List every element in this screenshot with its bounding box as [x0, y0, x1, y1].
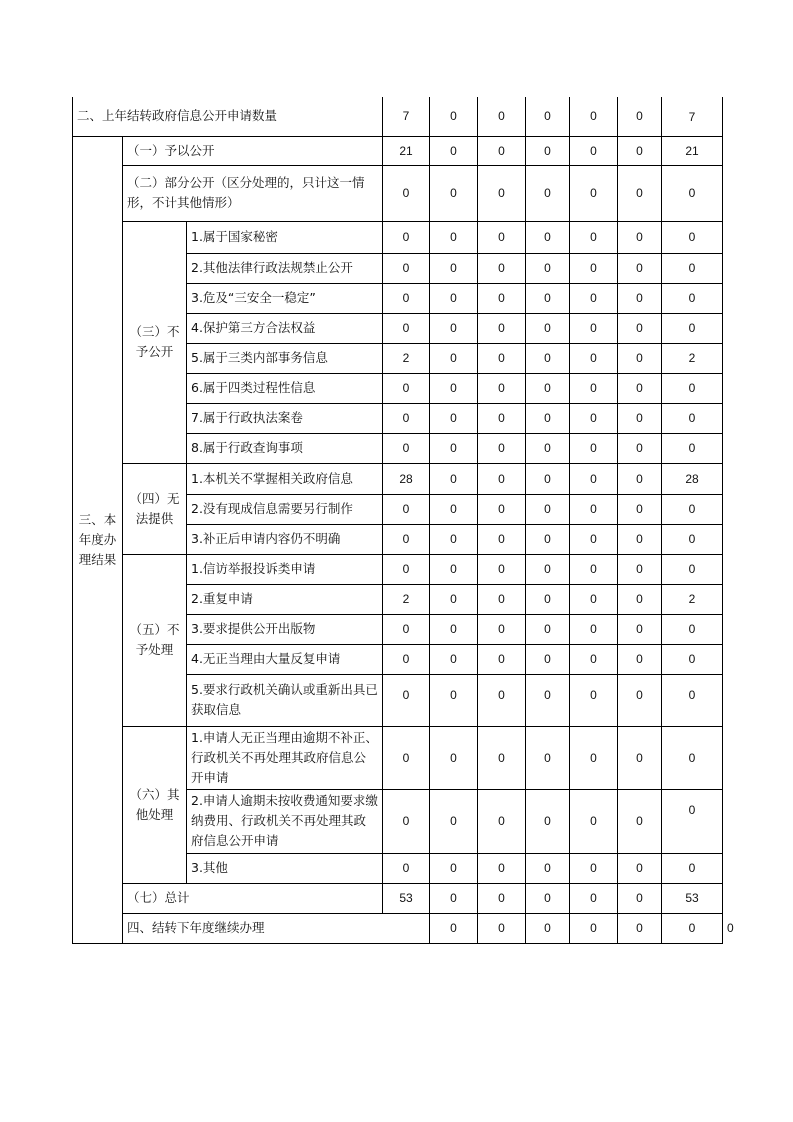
cell-value: 0	[526, 524, 570, 554]
cell-value: 0	[526, 584, 570, 614]
cell-value: 0	[478, 494, 526, 524]
cell-value: 0	[618, 913, 662, 943]
cell-value: 0	[430, 283, 478, 313]
cell-value: 0	[662, 853, 723, 883]
cell-value: 0	[383, 726, 430, 789]
cell-value: 0	[430, 726, 478, 789]
row-label: （二）部分公开（区分处理的，只计这一情形，不计其他情形）	[123, 165, 383, 221]
cell-value: 0	[570, 644, 618, 674]
cell-value: 0	[618, 584, 662, 614]
cell-value: 0	[570, 373, 618, 403]
cell-value: 0	[478, 853, 526, 883]
cell-value: 2	[662, 343, 723, 373]
cell-value: 0	[383, 674, 430, 726]
cell-value: 0	[526, 165, 570, 221]
section-label-results: 三、本年度办理结果	[73, 136, 123, 943]
cell-value: 0	[478, 726, 526, 789]
cell-value: 0	[526, 494, 570, 524]
cell-value: 0	[430, 433, 478, 463]
cell-value: 0	[383, 165, 430, 221]
cell-value: 0	[478, 313, 526, 343]
cell-value: 0	[526, 853, 570, 883]
cell-value: 0	[570, 283, 618, 313]
cell-value: 0	[618, 403, 662, 433]
cell-value: 0	[526, 883, 570, 913]
row-label: 3.补正后申请内容仍不明确	[187, 524, 383, 554]
table-row	[73, 165, 723, 221]
cell-value: 0	[430, 883, 478, 913]
cell-value: 0	[570, 136, 618, 165]
cell-value: 0	[383, 853, 430, 883]
group-label-not-handle: （五）不予处理	[123, 554, 187, 726]
cell-value: 0	[430, 524, 478, 554]
cell-value: 0	[662, 165, 723, 221]
cell-value: 0	[662, 313, 723, 343]
cell-value: 0	[430, 913, 478, 943]
cell-value: 0	[618, 165, 662, 221]
cell-value: 0	[570, 524, 618, 554]
cell-value: 0	[662, 913, 723, 943]
cell-value: 0	[478, 253, 526, 283]
cell-value: 0	[618, 494, 662, 524]
table-row	[73, 463, 723, 494]
cell-value: 0	[618, 726, 662, 789]
cell-value: 0	[478, 373, 526, 403]
row-label: 3.要求提供公开出版物	[187, 614, 383, 644]
cell-value: 0	[662, 494, 723, 524]
row-label: 8.属于行政查询事项	[187, 433, 383, 463]
cell-value: 0	[383, 283, 430, 313]
cell-value: 0	[618, 253, 662, 283]
row-label: 二、上年结转政府信息公开申请数量	[73, 97, 383, 136]
cell-value: 0	[570, 883, 618, 913]
cell-value: 0	[662, 614, 723, 644]
cell-value: 0	[383, 313, 430, 343]
cell-value: 0	[618, 614, 662, 644]
cell-value: 0	[618, 524, 662, 554]
cell-value: 0	[383, 644, 430, 674]
group-label-other: （六）其他处理	[123, 726, 187, 883]
cell-value: 0	[662, 674, 723, 726]
cell-value: 0	[570, 674, 618, 726]
cell-value: 0	[526, 343, 570, 373]
cell-value: 0	[430, 789, 478, 853]
cell-value: 0	[383, 433, 430, 463]
cell-value: 2	[383, 343, 430, 373]
cell-value: 0	[478, 883, 526, 913]
cell-value: 0	[526, 373, 570, 403]
cell-value: 0	[430, 674, 478, 726]
table-row	[73, 554, 723, 584]
cell-value: 0	[430, 373, 478, 403]
cell-value: 0	[662, 726, 723, 789]
cell-value: 0	[478, 136, 526, 165]
cell-value: 0	[430, 165, 478, 221]
row-label: 7.属于行政执法案卷	[187, 403, 383, 433]
cell-value: 0	[662, 403, 723, 433]
cell-value: 0	[430, 343, 478, 373]
cell-value: 0	[430, 554, 478, 584]
cell-value: 2	[383, 584, 430, 614]
row-label: 1.申请人无正当理由逾期不补正、行政机关不再处理其政府信息公开申请	[187, 726, 383, 789]
cell-value: 0	[478, 433, 526, 463]
cell-value: 0	[570, 433, 618, 463]
cell-value: 0	[526, 97, 570, 136]
row-label: 2.没有现成信息需要另行制作	[187, 494, 383, 524]
cell-value: 53	[662, 883, 723, 913]
cell-value: 0	[662, 554, 723, 584]
cell-value: 7	[383, 97, 430, 136]
cell-value: 0	[526, 283, 570, 313]
cell-value: 0	[478, 221, 526, 253]
cell-value: 0	[526, 913, 570, 943]
cell-value: 0	[662, 283, 723, 313]
cell-value: 0	[618, 644, 662, 674]
cell-value: 0	[618, 221, 662, 253]
row-label: 四、结转下年度继续办理	[123, 913, 430, 943]
cell-value: 0	[383, 614, 430, 644]
row-label: （七）总计	[123, 883, 383, 913]
cell-value: 0	[526, 313, 570, 343]
group-label-not-open: （三）不予公开	[123, 221, 187, 463]
cell-value: 0	[662, 524, 723, 554]
cell-value: 0	[618, 674, 662, 726]
cell-value: 0	[430, 403, 478, 433]
cell-value: 0	[526, 253, 570, 283]
cell-value: 0	[662, 644, 723, 674]
cell-value: 0	[430, 313, 478, 343]
cell-value: 2	[662, 584, 723, 614]
row-label: 1.属于国家秘密	[187, 221, 383, 253]
cell-value: 0	[618, 853, 662, 883]
cell-value: 0	[383, 373, 430, 403]
cell-value: 0	[430, 97, 478, 136]
cell-value: 0	[570, 584, 618, 614]
cell-value: 0	[570, 165, 618, 221]
cell-value: 21	[383, 136, 430, 165]
cell-value: 0	[570, 97, 618, 136]
table-row	[73, 221, 723, 253]
cell-value: 0	[526, 433, 570, 463]
cell-value: 0	[526, 644, 570, 674]
cell-value: 0	[478, 913, 526, 943]
row-label: 3.危及“三安全一稳定”	[187, 283, 383, 313]
cell-value: 0	[430, 584, 478, 614]
row-label: 2.申请人逾期未按收费通知要求缴纳费用、行政机关不再处理其政府信息公开申请	[187, 789, 383, 853]
cell-value: 0	[383, 403, 430, 433]
cell-value: 0	[618, 97, 662, 136]
cell-value: 0	[478, 644, 526, 674]
cell-value: 0	[430, 644, 478, 674]
table-row	[73, 136, 723, 165]
cell-value: 0	[383, 524, 430, 554]
cell-value: 0	[570, 403, 618, 433]
cell-value: 0	[478, 789, 526, 853]
cell-value: 0	[618, 343, 662, 373]
cell-value: 21	[662, 136, 723, 165]
cell-value: 0	[526, 554, 570, 584]
cell-value: 0	[430, 221, 478, 253]
cell-value: 0	[478, 674, 526, 726]
row-label: 6.属于四类过程性信息	[187, 373, 383, 403]
cell-value: 0	[526, 136, 570, 165]
cell-value: 28	[662, 463, 723, 494]
cell-value: 0	[430, 853, 478, 883]
cell-value: 0	[570, 554, 618, 584]
cell-value: 0	[526, 789, 570, 853]
cell-value: 0	[618, 313, 662, 343]
row-label: 2.重复申请	[187, 584, 383, 614]
cell-value: 0	[662, 253, 723, 283]
cell-value: 0	[526, 463, 570, 494]
cell-value: 0	[430, 614, 478, 644]
cell-value: 0	[430, 253, 478, 283]
cell-value: 0	[570, 789, 618, 853]
cell-value: 0	[570, 343, 618, 373]
cell-value: 0	[478, 614, 526, 644]
table-row	[73, 883, 723, 913]
row-label: （一）予以公开	[123, 136, 383, 165]
cell-value: 0	[383, 789, 430, 853]
row-label: 5.属于三类内部事务信息	[187, 343, 383, 373]
cell-value: 0	[430, 494, 478, 524]
cell-value: 28	[383, 463, 430, 494]
cell-value: 0	[570, 494, 618, 524]
cell-value: 0	[570, 726, 618, 789]
row-label: 5.要求行政机关确认或重新出具已获取信息	[187, 674, 383, 726]
table-row	[73, 726, 723, 789]
cell-value: 0	[662, 221, 723, 253]
cell-value: 0	[570, 463, 618, 494]
cell-value: 0	[383, 221, 430, 253]
table-row: 四、结转下年度继续办理 0 0 0 0 0 0 0	[73, 913, 723, 943]
cell-value: 0	[478, 283, 526, 313]
cell-value: 0	[526, 403, 570, 433]
cell-value: 0	[570, 253, 618, 283]
cell-value: 53	[383, 883, 430, 913]
cell-value: 0	[526, 674, 570, 726]
cell-value: 0	[618, 283, 662, 313]
cell-value: 0	[383, 494, 430, 524]
cell-value: 0	[478, 97, 526, 136]
cell-value: 7	[662, 97, 723, 136]
cell-value: 0	[618, 373, 662, 403]
row-label: 4.无正当理由大量反复申请	[187, 644, 383, 674]
cell-value: 0	[526, 614, 570, 644]
cell-value: 0	[570, 853, 618, 883]
cell-value: 0	[430, 136, 478, 165]
cell-value: 0	[526, 726, 570, 789]
cell-value: 0	[618, 789, 662, 853]
cell-value: 0	[570, 913, 618, 943]
cell-value: 0	[478, 403, 526, 433]
cell-value: 0	[526, 221, 570, 253]
cell-value: 0	[430, 463, 478, 494]
cell-value: 0	[570, 614, 618, 644]
cell-value: 0	[478, 524, 526, 554]
cell-value: 0	[662, 789, 723, 853]
statistics-table	[72, 97, 734, 944]
cell-value: 0	[383, 554, 430, 584]
cell-value: 0	[478, 343, 526, 373]
row-label: 4.保护第三方合法权益	[187, 313, 383, 343]
row-label: 2.其他法律行政法规禁止公开	[187, 253, 383, 283]
cell-value: 0	[618, 433, 662, 463]
row-label: 3.其他	[187, 853, 383, 883]
cell-value: 0	[478, 584, 526, 614]
cell-value: 0	[618, 883, 662, 913]
row-label: 1.本机关不掌握相关政府信息	[187, 463, 383, 494]
cell-value: 0	[570, 221, 618, 253]
table-row	[73, 97, 723, 136]
cell-value: 0	[618, 554, 662, 584]
cell-value: 0	[662, 373, 723, 403]
group-label-unable: （四）无法提供	[123, 463, 187, 554]
cell-value: 0	[618, 463, 662, 494]
row-label: 1.信访举报投诉类申请	[187, 554, 383, 584]
cell-value: 0	[478, 165, 526, 221]
cell-value: 0	[662, 433, 723, 463]
cell-value: 0	[618, 136, 662, 165]
cell-value: 0	[570, 313, 618, 343]
cell-value: 0	[478, 463, 526, 494]
cell-value: 0	[383, 253, 430, 283]
cell-value: 0	[478, 554, 526, 584]
